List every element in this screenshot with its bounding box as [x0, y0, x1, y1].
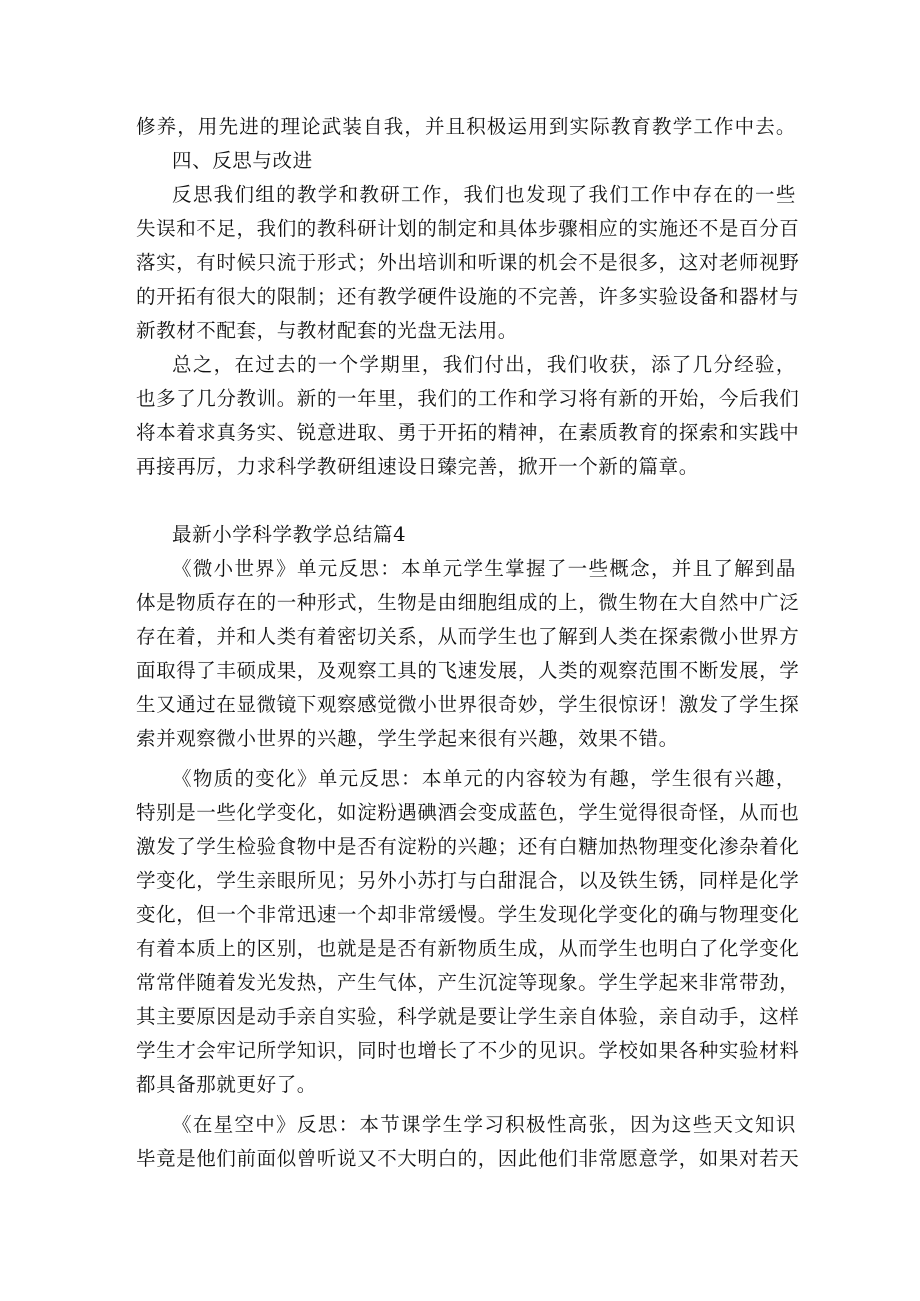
paragraph-line: 修养，用先进的理论武装自我，并且积极运用到实际教育教学工作中去。	[136, 115, 796, 138]
paragraph-line: 其主要原因是动手亲自实验，科学就是要让学生亲自体验，亲自动手，这样	[136, 1005, 800, 1028]
paragraph-line: 学生才会牢记所学知识，同时也增长了不少的见识。学校如果各种实验材料	[136, 1039, 800, 1062]
paragraph-line: 索并观察微小世界的兴趣，学生学起来很有兴趣，效果不错。	[136, 727, 679, 750]
paragraph-line: 《物质的变化》单元反思：本单元的内容较为有趣，学生很有兴趣，	[172, 767, 796, 790]
paragraph-line: 存在着，并和人类有着密切关系，从而学生也了解到人类在探索微小世界方	[136, 625, 800, 648]
paragraph-line: 有着本质上的区别，也就是是否有新物质生成，从而学生也明白了化学变化	[136, 937, 800, 960]
paragraph-line: 失误和不足，我们的教科研计划的制定和具体步骤相应的实施还不是百分百	[136, 217, 800, 240]
paragraph-line: 激发了学生检验食物中是否有淀粉的兴趣；还有白糖加热物理变化渗杂着化	[136, 835, 800, 858]
paragraph-line: 面取得了丰硕成果，及观察工具的飞速发展，人类的观察范围不断发展，学	[136, 659, 800, 682]
paragraph-line: 特别是一些化学变化，如淀粉遇碘酒会变成蓝色，学生觉得很奇怪，从而也	[136, 801, 800, 824]
paragraph-line: 的开拓有很大的限制；还有教学硬件设施的不完善，许多实验设备和器材与	[136, 285, 800, 308]
paragraph-line: 毕竟是他们前面似曾听说又不大明白的，因此他们非常愿意学，如果对若天	[136, 1147, 800, 1170]
paragraph-line: 反思我们组的教学和教研工作，我们也发现了我们工作中存在的一些	[172, 183, 796, 206]
paragraph-line: 落实，有时候只流于形式；外出培训和听课的机会不是很多，这对老师视野	[136, 251, 800, 274]
paragraph-line: 新教材不配套，与教材配套的光盘无法用。	[136, 319, 518, 342]
paragraph-line: 都具备那就更好了。	[136, 1073, 317, 1096]
paragraph-line: 生又通过在显微镜下观察感觉微小世界很奇妙，学生很惊讶！激发了学生探	[136, 693, 800, 716]
paragraph-line: 变化，但一个非常迅速一个却非常缓慢。学生发现化学变化的确与物理变化	[136, 903, 800, 926]
paragraph-line: 《在星空中》反思：本节课学生学习积极性高张，因为这些天文知识	[172, 1113, 796, 1136]
paragraph-line: 《微小世界》单元反思：本单元学生掌握了一些概念，并且了解到晶	[172, 557, 796, 580]
paragraph-line: 也多了几分教训。新的一年里，我们的工作和学习将有新的开始，今后我们	[136, 387, 800, 410]
article-title: 最新小学科学教学总结篇4	[172, 523, 407, 546]
paragraph-line: 学变化，学生亲眼所见；另外小苏打与白甜混合，以及铁生锈，同样是化学	[136, 869, 800, 892]
paragraph-line: 常常伴随着发光发热，产生气体，产生沉淀等现象。学生学起来非常带劲，	[136, 971, 800, 994]
paragraph-line: 将本着求真务实、锐意进取、勇于开拓的精神，在素质教育的探索和实践中	[136, 421, 800, 444]
paragraph-line: 体是物质存在的一种形式，生物是由细胞组成的上，微生物在大自然中广泛	[136, 591, 800, 614]
paragraph-line: 再接再厉，力求科学教研组速设日臻完善，掀开一个新的篇章。	[136, 455, 699, 478]
section-heading: 四、反思与改进	[172, 149, 313, 172]
paragraph-line: 总之，在过去的一个学期里，我们付出，我们收获，添了几分经验，	[172, 353, 796, 376]
